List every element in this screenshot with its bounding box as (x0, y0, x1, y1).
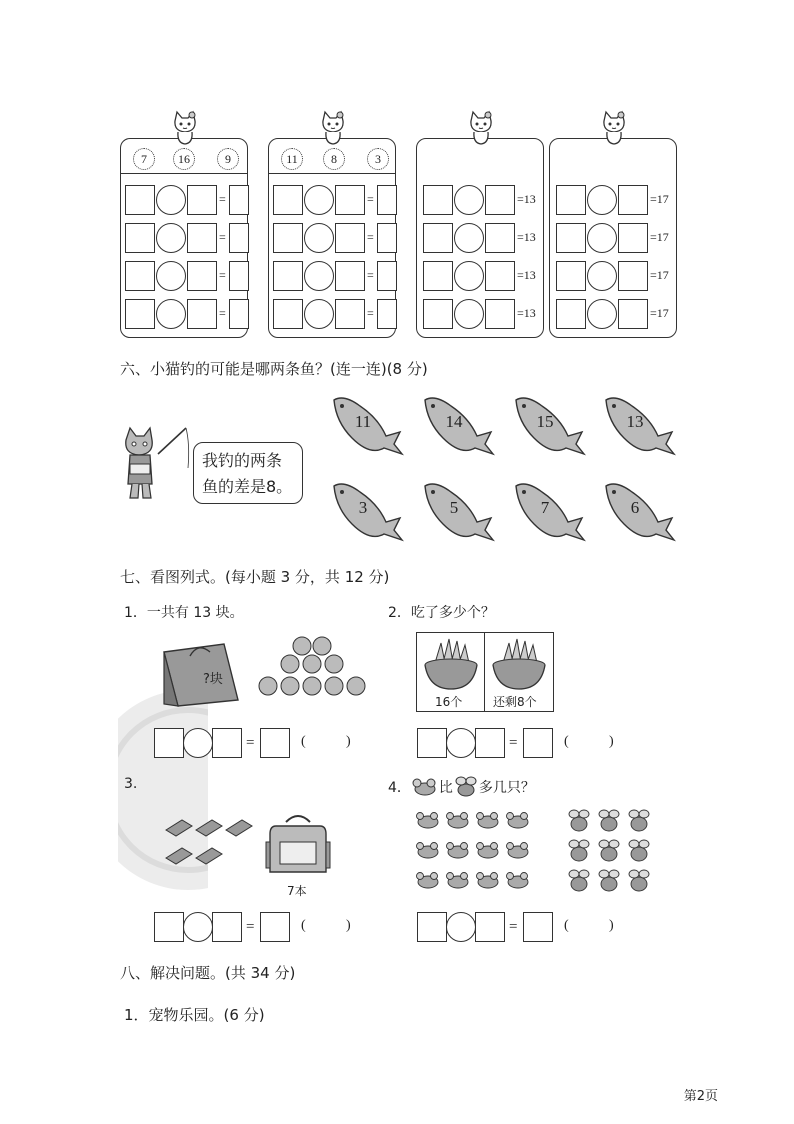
answer-box[interactable] (417, 912, 447, 942)
equation-card-4 (549, 138, 677, 338)
left-caption: 16个 (435, 695, 463, 709)
answer-box[interactable] (187, 185, 217, 215)
section-7-title: 七、看图列式。(每小题 3 分，共 12 分) (120, 568, 390, 586)
answer-box[interactable] (618, 185, 648, 215)
equals-sign: = (367, 192, 374, 206)
equation-result: =17 (650, 230, 669, 244)
answer-box[interactable] (260, 912, 290, 942)
answer-box[interactable] (556, 299, 586, 329)
operator-circle[interactable] (156, 223, 186, 253)
number-flower: 16 (173, 148, 195, 170)
paren-close: ) (346, 918, 351, 933)
answer-box[interactable] (377, 299, 397, 329)
page-number: 第2页 (683, 1089, 718, 1104)
card-header (121, 139, 247, 174)
bees-group-icon (566, 808, 662, 900)
number-flower: 3 (367, 148, 389, 170)
answer-box[interactable] (423, 299, 453, 329)
equals-sign: = (219, 306, 226, 320)
operator-circle[interactable] (587, 299, 617, 329)
operator-circle[interactable] (304, 299, 334, 329)
paren-close: ) (346, 734, 351, 749)
fish-number: 15 (536, 412, 554, 431)
answer-row (417, 912, 627, 944)
equals-sign: = (367, 268, 374, 282)
operator-circle[interactable] (454, 261, 484, 291)
operator-circle[interactable] (183, 728, 213, 758)
fish-number: 3 (358, 498, 368, 517)
mice-group-icon (414, 810, 538, 894)
fish-item[interactable] (512, 396, 586, 458)
question-7-3-label: 3. (124, 776, 138, 792)
answer-box[interactable] (485, 185, 515, 215)
fish-number: 6 (630, 498, 640, 517)
equation-result: =13 (517, 306, 536, 320)
label-mid: 比 (438, 780, 453, 796)
number-flower: 8 (323, 148, 345, 170)
answer-row (154, 728, 364, 760)
paren-open: ( (301, 734, 306, 749)
equation-result: =13 (517, 268, 536, 282)
answer-box[interactable] (125, 223, 155, 253)
equation-result: =17 (650, 268, 669, 282)
equation-result: =13 (517, 230, 536, 244)
equals-sign: = (367, 230, 374, 244)
answer-box[interactable] (212, 912, 242, 942)
answer-box[interactable] (485, 223, 515, 253)
answer-box[interactable] (125, 299, 155, 329)
shopping-bag-icon (160, 638, 242, 708)
equals-sign: = (509, 735, 518, 751)
operator-circle[interactable] (587, 261, 617, 291)
fish-item[interactable] (512, 482, 586, 544)
bubble-line-1: 我钓的两条 (202, 451, 283, 470)
kitten-icon (594, 107, 634, 147)
full-basket-icon (421, 635, 481, 693)
answer-box[interactable] (523, 912, 553, 942)
answer-box[interactable] (377, 223, 397, 253)
school-backpack-icon (264, 812, 332, 878)
answer-box[interactable] (556, 185, 586, 215)
operator-circle[interactable] (454, 223, 484, 253)
answer-box[interactable] (273, 185, 303, 215)
answer-box[interactable] (125, 185, 155, 215)
books-group-icon (158, 816, 258, 874)
answer-box[interactable] (187, 299, 217, 329)
operator-circle[interactable] (304, 223, 334, 253)
section-6-title: 六、小猫钓的可能是哪两条鱼？(连一连)(8 分) (120, 360, 428, 378)
answer-box[interactable] (273, 223, 303, 253)
fish-number: 5 (449, 498, 459, 517)
equals-sign: = (219, 192, 226, 206)
fish-item[interactable] (602, 396, 676, 458)
equals-sign: = (219, 268, 226, 282)
fish-item[interactable] (602, 482, 676, 544)
fish-item[interactable] (330, 396, 404, 458)
operator-circle[interactable] (587, 223, 617, 253)
label-suffix: 多几只？ (478, 780, 535, 796)
answer-box[interactable] (377, 261, 397, 291)
operator-circle[interactable] (156, 299, 186, 329)
number-flower: 11 (281, 148, 303, 170)
mouse-icon (411, 777, 439, 797)
number-flower: 7 (133, 148, 155, 170)
kitten-icon (461, 107, 501, 147)
paren-open: ( (564, 918, 569, 933)
operator-circle[interactable] (304, 185, 334, 215)
equation-card-2 (268, 138, 396, 338)
paren-close: ) (609, 734, 614, 749)
bag-label: ?块 (203, 672, 223, 687)
question-7-4-label (388, 776, 535, 798)
number-flower: 9 (217, 148, 239, 170)
answer-box[interactable] (229, 185, 249, 215)
answer-row (154, 912, 364, 944)
answer-box[interactable] (260, 728, 290, 758)
bee-icon (453, 776, 479, 798)
answer-box[interactable] (229, 223, 249, 253)
equation-card-3 (416, 138, 544, 338)
equals-sign: = (246, 735, 255, 751)
question-8-1-label: 1．宠物乐园。(6 分) (124, 1006, 265, 1024)
answer-box[interactable] (229, 299, 249, 329)
answer-box[interactable] (618, 261, 648, 291)
fish-number: 14 (445, 412, 463, 431)
answer-box[interactable] (423, 223, 453, 253)
bubble-line-2: 鱼的差是8。 (202, 477, 293, 496)
answer-box[interactable] (556, 223, 586, 253)
cookie-group-icon (256, 636, 370, 708)
answer-box[interactable] (423, 261, 453, 291)
backpack-caption: 7本 (287, 884, 307, 898)
question-7-1-label: 1．一共有 13 块。 (124, 605, 244, 621)
right-caption: 还剩8个 (493, 695, 537, 709)
paren-open: ( (301, 918, 306, 933)
operator-circle[interactable] (587, 185, 617, 215)
fish-item[interactable] (421, 482, 495, 544)
operator-circle[interactable] (156, 185, 186, 215)
answer-box[interactable] (417, 728, 447, 758)
answer-box[interactable] (335, 261, 365, 291)
fruit-baskets-panel (416, 632, 554, 712)
operator-circle[interactable] (304, 261, 334, 291)
answer-box[interactable] (475, 912, 505, 942)
answer-box[interactable] (273, 261, 303, 291)
equation-card-1 (120, 138, 248, 338)
answer-box[interactable] (485, 299, 515, 329)
operator-circle[interactable] (156, 261, 186, 291)
fish-number: 13 (626, 412, 644, 431)
answer-box[interactable] (618, 299, 648, 329)
answer-box[interactable] (377, 185, 397, 215)
operator-circle[interactable] (446, 912, 476, 942)
answer-box[interactable] (556, 261, 586, 291)
answer-box[interactable] (335, 185, 365, 215)
section-8-title: 八、解决问题。(共 34 分) (120, 964, 296, 982)
label-prefix: 4． (388, 780, 411, 796)
equals-sign: = (367, 306, 374, 320)
operator-circle[interactable] (183, 912, 213, 942)
speech-bubble (193, 442, 303, 504)
answer-box[interactable] (273, 299, 303, 329)
paren-close: ) (609, 918, 614, 933)
answer-box[interactable] (523, 728, 553, 758)
fish-item[interactable] (330, 482, 404, 544)
card-header (269, 139, 395, 174)
fish-number: 11 (354, 412, 372, 431)
answer-box[interactable] (475, 728, 505, 758)
remaining-basket-icon (489, 635, 549, 693)
answer-box[interactable] (229, 261, 249, 291)
equals-sign: = (509, 919, 518, 935)
fish-number: 7 (540, 498, 550, 517)
answer-box[interactable] (423, 185, 453, 215)
fishing-cat-icon (118, 424, 192, 504)
answer-box[interactable] (187, 223, 217, 253)
question-7-2-label: 2．吃了多少个？ (388, 605, 495, 621)
equation-result: =13 (517, 192, 536, 206)
fish-item[interactable] (421, 396, 495, 458)
paren-open: ( (564, 734, 569, 749)
operator-circle[interactable] (454, 185, 484, 215)
answer-box[interactable] (154, 728, 184, 758)
equation-result: =17 (650, 306, 669, 320)
equals-sign: = (246, 919, 255, 935)
answer-box[interactable] (125, 261, 155, 291)
operator-circle[interactable] (454, 299, 484, 329)
answer-box[interactable] (154, 912, 184, 942)
answer-row (417, 728, 627, 760)
panel-divider (484, 633, 485, 711)
answer-box[interactable] (335, 299, 365, 329)
answer-box[interactable] (187, 261, 217, 291)
equation-result: =17 (650, 192, 669, 206)
answer-box[interactable] (212, 728, 242, 758)
answer-box[interactable] (485, 261, 515, 291)
equals-sign: = (219, 230, 226, 244)
answer-box[interactable] (335, 223, 365, 253)
operator-circle[interactable] (446, 728, 476, 758)
answer-box[interactable] (618, 223, 648, 253)
